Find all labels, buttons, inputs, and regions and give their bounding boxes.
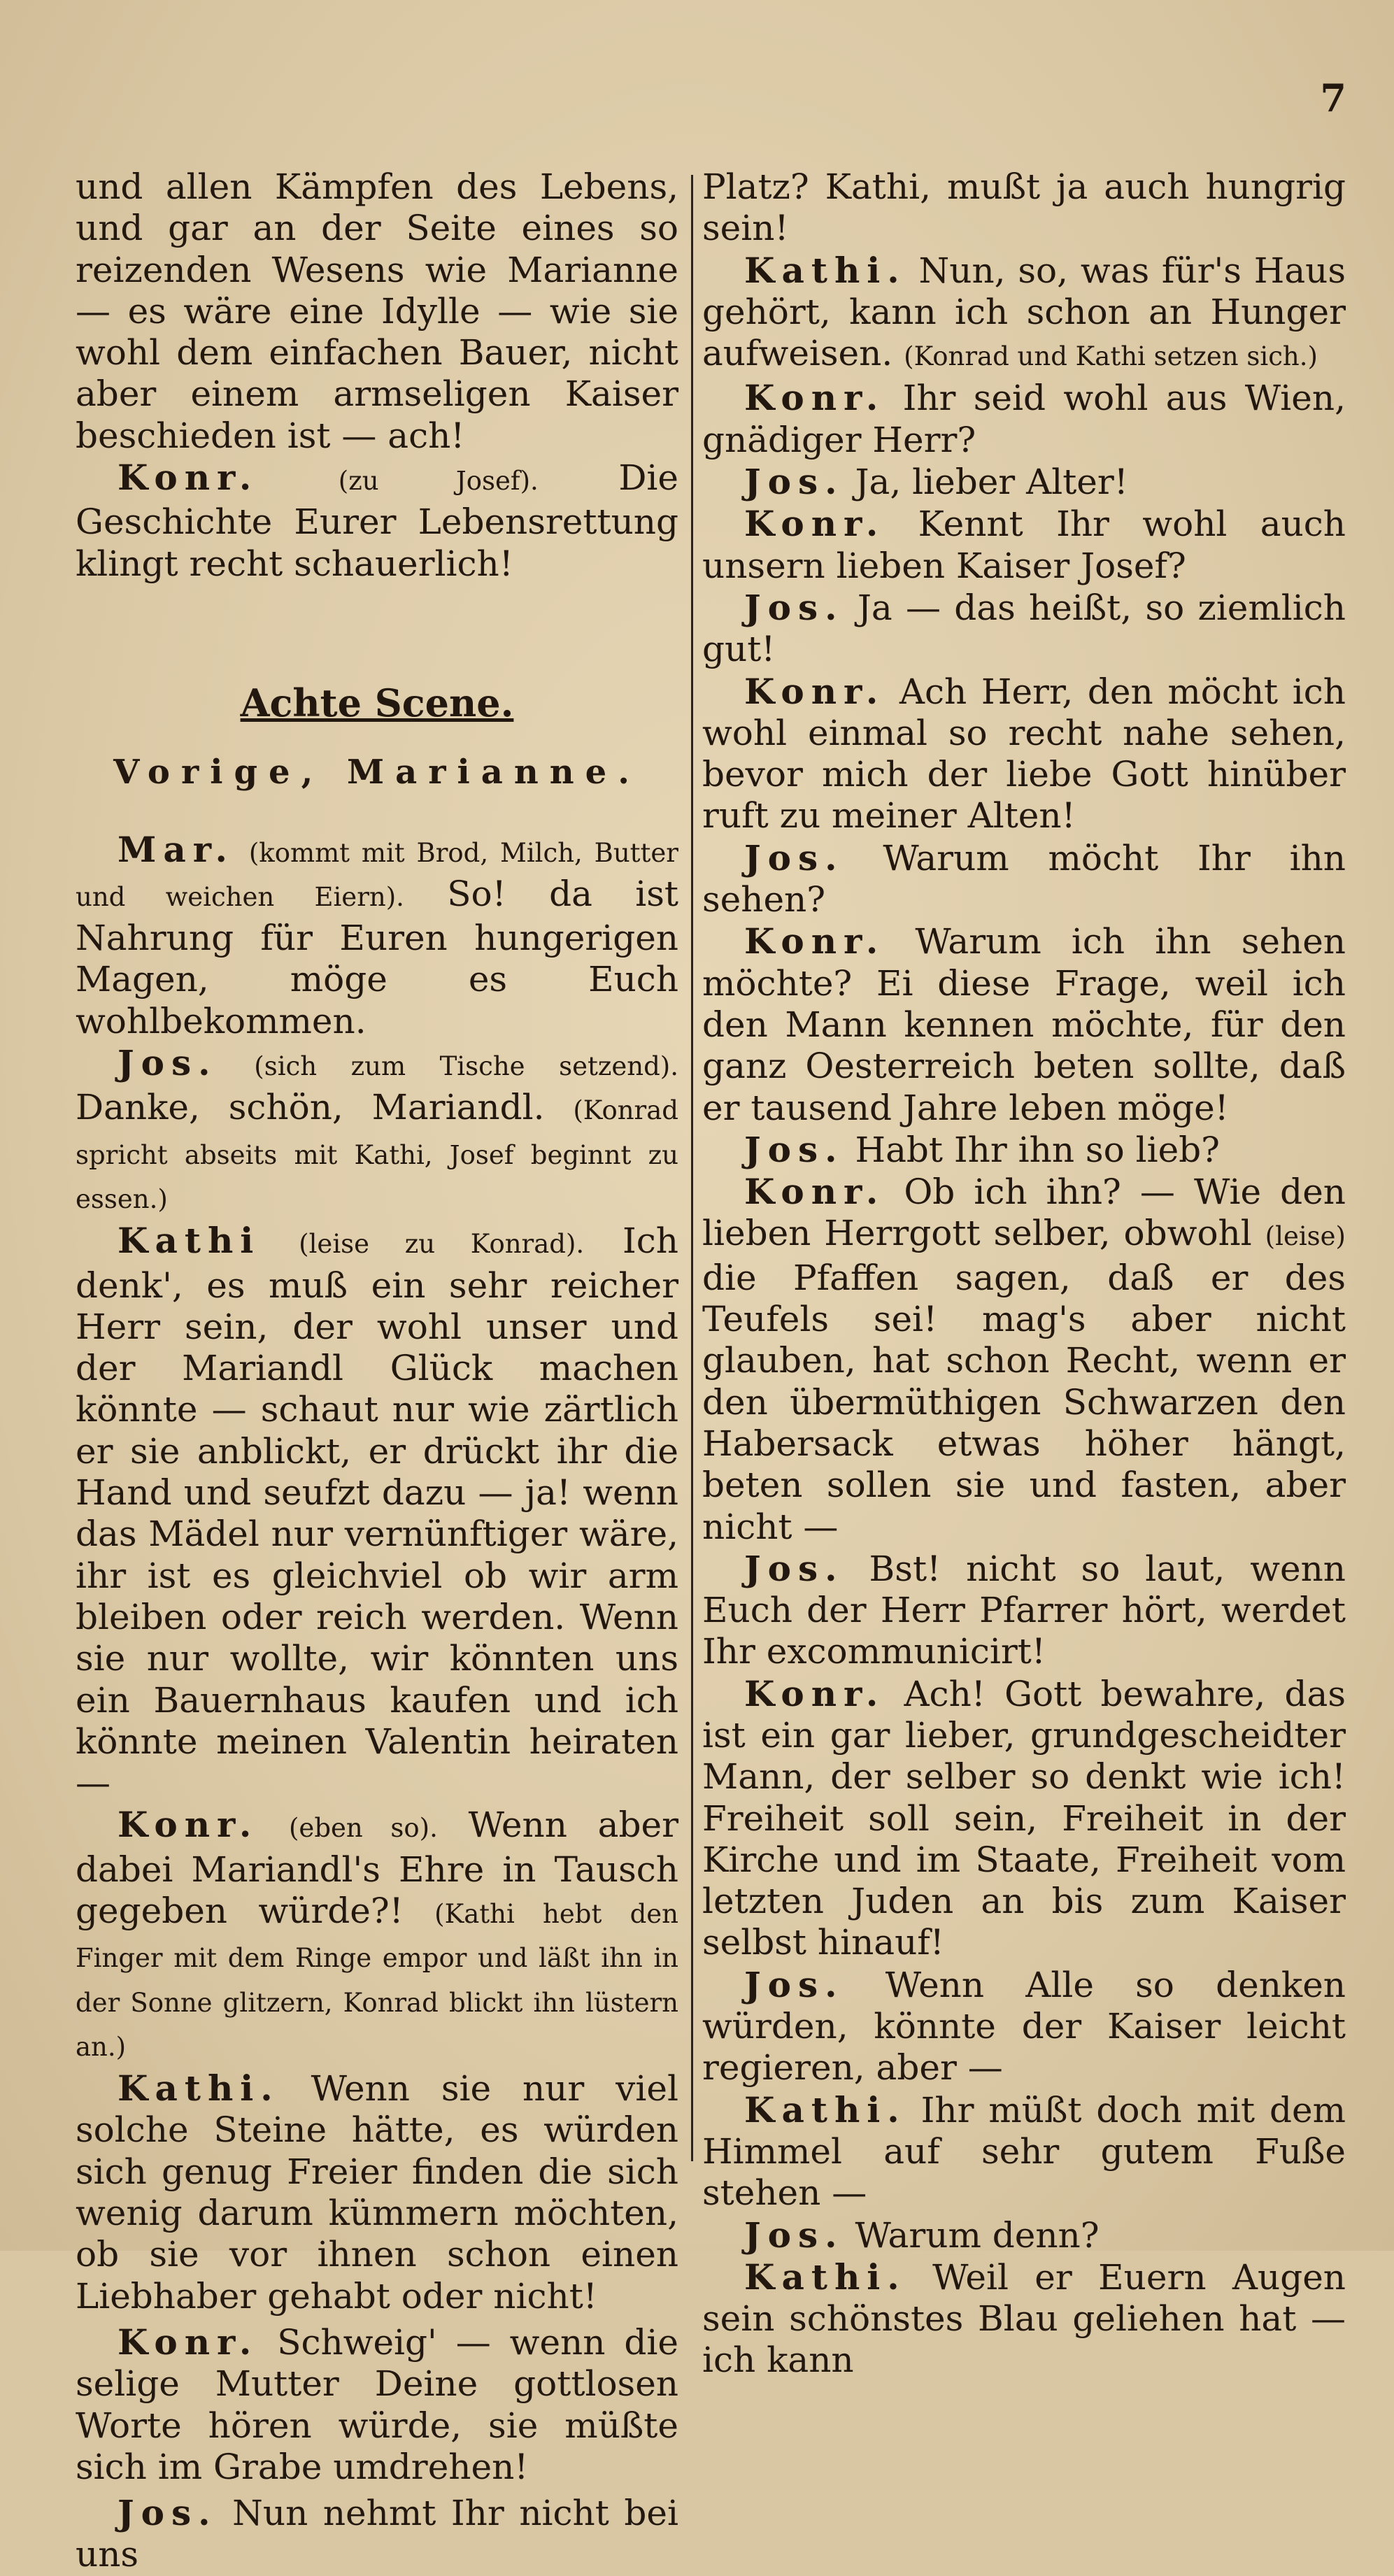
speech-text: Ich denk', es muß ein sehr reicher Herr sein, der wohl unser und der Mariandl Glück machen könnte — schaut nur wie zärtlich er sie anblickt, er drückt ihr die Hand und seufzt dazu — ja! wenn das Mädel nur vernünftiger wäre, ihr ist es gleichviel ob wir arm bleiben oder reich werden. Wenn sie nur wollte, wir könnten uns ein Bauernhaus kaufen und ich könnte meinen Valentin heiraten —: [76, 1221, 678, 1804]
stage-direction: (leise zu Konrad).: [299, 1229, 585, 1260]
speaker: Jos.: [744, 1547, 844, 1589]
paragraph: [702, 2256, 1346, 2382]
speaker: Kathi: [118, 1220, 261, 1262]
speech-text: Ja, lieber Alter!: [855, 462, 1128, 503]
speech-text: Bst! nicht so laut, wenn Euch der Herr Pfarrer hört, werdet Ihr excommunicirt!: [702, 1548, 1346, 1672]
page-number: 7: [1320, 76, 1346, 120]
speaker: Jos.: [744, 1128, 844, 1170]
paragraph: [702, 377, 1346, 461]
speech-text: Nun, so, was für's Haus gehört, kann ich schon an Hunger aufweisen.: [702, 250, 1346, 374]
paragraph: [76, 166, 678, 457]
stage-direction: (Konrad und Kathi setzen sich.): [904, 341, 1318, 372]
paragraph: [702, 587, 1346, 671]
speaker: Jos.: [118, 2492, 218, 2534]
stage-direction: (Kathi hebt den Finger mit dem Ringe empor und läßt ihn in der Sonne glitzern, Konrad blickt ihn lüstern an.): [76, 1898, 678, 2062]
speech-text: Habt Ihr ihn so lieb?: [855, 1129, 1220, 1170]
paragraph: [76, 829, 678, 1042]
speaker: Konr.: [744, 1171, 886, 1213]
paragraph: [702, 503, 1346, 587]
paragraph: [702, 250, 1346, 378]
speaker: Konr.: [744, 670, 886, 712]
speech-text: Warum möcht Ihr ihn sehen?: [702, 837, 1346, 920]
speech-text: Ach! Gott bewahre, das ist ein gar lieber, grundgescheidter Mann, der selber so denkt wie ich! Freiheit soll sein, Freiheit in der Kirche und im Staate, Freiheit vom letzten Juden an bis zum Kaiser selbst hinauf!: [702, 1673, 1346, 1963]
right-column: [702, 166, 1346, 2382]
paragraph: [76, 1804, 678, 2068]
paragraph: [76, 457, 678, 585]
speech-text: Ach Herr, den möcht ich wohl einmal so recht nahe sehen, bevor mich der liebe Gott hinüber ruft zu meiner Alten!: [702, 671, 1346, 837]
paragraph: [702, 2214, 1346, 2256]
speaker: Kathi.: [744, 249, 906, 291]
paragraph: [702, 461, 1346, 503]
speaker: Kathi.: [744, 2256, 906, 2298]
speaker: Konr.: [744, 1672, 886, 1714]
paragraph: [76, 2321, 678, 2488]
speech-text: Warum ich ihn sehen möchte? Ei diese Frage, weil ich den Mann kennen möchte, für den ganz Oesterreich beten sollte, daß er tausend Jahre leben möge!: [702, 921, 1346, 1128]
speaker: Konr.: [744, 503, 886, 545]
speech-text: die Pfaffen sagen, daß er des Teufels sei! mag's aber nicht glauben, hat schon Recht, wenn er den übermüthigen Schwarzen den Habersack etwas höher hängt, beten sollen sie und fasten, aber nicht —: [702, 1257, 1346, 1547]
paragraph: [702, 1129, 1346, 1171]
paragraph: [76, 1042, 678, 1220]
speaker: Kathi.: [744, 2088, 906, 2130]
speech-text: Ob ich ihn? — Wie den lieben Herrgott selber, obwohl: [702, 1172, 1346, 1254]
speaker: Jos.: [744, 586, 844, 628]
speaker: Jos.: [744, 1963, 844, 2005]
speaker: Jos.: [744, 2214, 844, 2256]
stage-direction: (Konrad spricht abseits mit Kathi, Josef beginnt zu essen.): [76, 1095, 678, 1214]
paragraph: [702, 837, 1346, 921]
speech-text: Die Geschichte Eurer Lebensrettung klingt recht schauerlich!: [76, 457, 678, 584]
paragraph: [76, 2492, 678, 2576]
speech-text: Wenn aber dabei Mariandl's Ehre in Tausch gegeben würde?!: [76, 1805, 678, 1931]
paragraph: [702, 166, 1346, 250]
paragraph: [702, 1548, 1346, 1673]
column-divider: [691, 175, 693, 2161]
stage-direction: (kommt mit Brod, Milch, Butter und weichen Eiern).: [76, 837, 678, 912]
speech-text: Wenn sie nur viel solche Steine hätte, es würden sich genug Freier finden die sich wenig darum kümmern möchten, ob sie vor ihnen schon einen Liebhaber gehabt oder nicht!: [76, 2068, 678, 2317]
speech-text: Ihr seid wohl aus Wien, gnädiger Herr?: [702, 378, 1346, 460]
speaker: Jos.: [118, 1042, 218, 1084]
speaker: Mar.: [118, 828, 234, 870]
paragraph: [76, 1220, 678, 1804]
speech-text: Ja — das heißt, so ziemlich gut!: [702, 587, 1346, 670]
speech-text: Schweig' — wenn die selige Mutter Deine gottlosen Worte hören würde, sie müßte sich im Grabe umdrehen!: [76, 2321, 678, 2487]
speaker: Jos.: [744, 461, 844, 503]
speaker: Konr.: [744, 920, 886, 962]
speech-text: Nun nehmt Ihr nicht bei uns: [76, 2493, 678, 2575]
stage-direction: (leise): [1265, 1221, 1346, 1252]
speech-text: Wenn Alle so denken würden, könnte der Kaiser leicht regieren, aber —: [702, 1964, 1346, 2088]
speaker: Jos.: [744, 837, 844, 878]
speech-text: Danke, schön, Mariandl.: [76, 1087, 545, 1128]
paragraph: [76, 2068, 678, 2317]
stage-direction: (eben so).: [289, 1813, 438, 1844]
paragraph: [702, 1171, 1346, 1548]
speech-text: Platz? Kathi, mußt ja auch hungrig sein!: [702, 166, 1346, 249]
scene-cast: Vorige, Marianne.: [113, 753, 641, 792]
speech-text: und allen Kämpfen des Lebens, und gar an der Seite eines so reizenden Wesens wie Marianne — es wäre eine Idylle — wie sie wohl dem einfachen Bauer, nicht aber einem armseligen Kaiser beschieden ist — ach!: [76, 166, 678, 456]
scene-heading: Achte Scene.: [240, 680, 514, 725]
paragraph: [702, 1673, 1346, 1964]
speaker: Konr.: [118, 457, 259, 499]
paragraph: [702, 1964, 1346, 2089]
speaker: Konr.: [118, 2321, 259, 2363]
left-column: [76, 166, 678, 2576]
paragraph: [702, 2089, 1346, 2214]
paragraph: [702, 671, 1346, 837]
speech-text: So! da ist Nahrung für Euren hungerigen Magen, möge es Euch wohlbekommen.: [76, 873, 678, 1041]
speech-text: Warum denn?: [855, 2214, 1100, 2256]
speech-text: Kennt Ihr wohl auch unsern lieben Kaiser Josef?: [702, 504, 1346, 586]
stage-direction: (zu Josef).: [338, 466, 539, 497]
speech-text: Weil er Euern Augen sein schönstes Blau geliehen hat — ich kann: [702, 2256, 1346, 2381]
speaker: Kathi.: [118, 2068, 280, 2109]
paragraph: [702, 920, 1346, 1128]
speaker: Konr.: [118, 1804, 259, 1846]
speech-text: Ihr müßt doch mit dem Himmel auf sehr gutem Fuße stehen —: [702, 2089, 1346, 2214]
stage-direction: (sich zum Tische setzend).: [254, 1051, 678, 1082]
speaker: Konr.: [744, 377, 886, 419]
